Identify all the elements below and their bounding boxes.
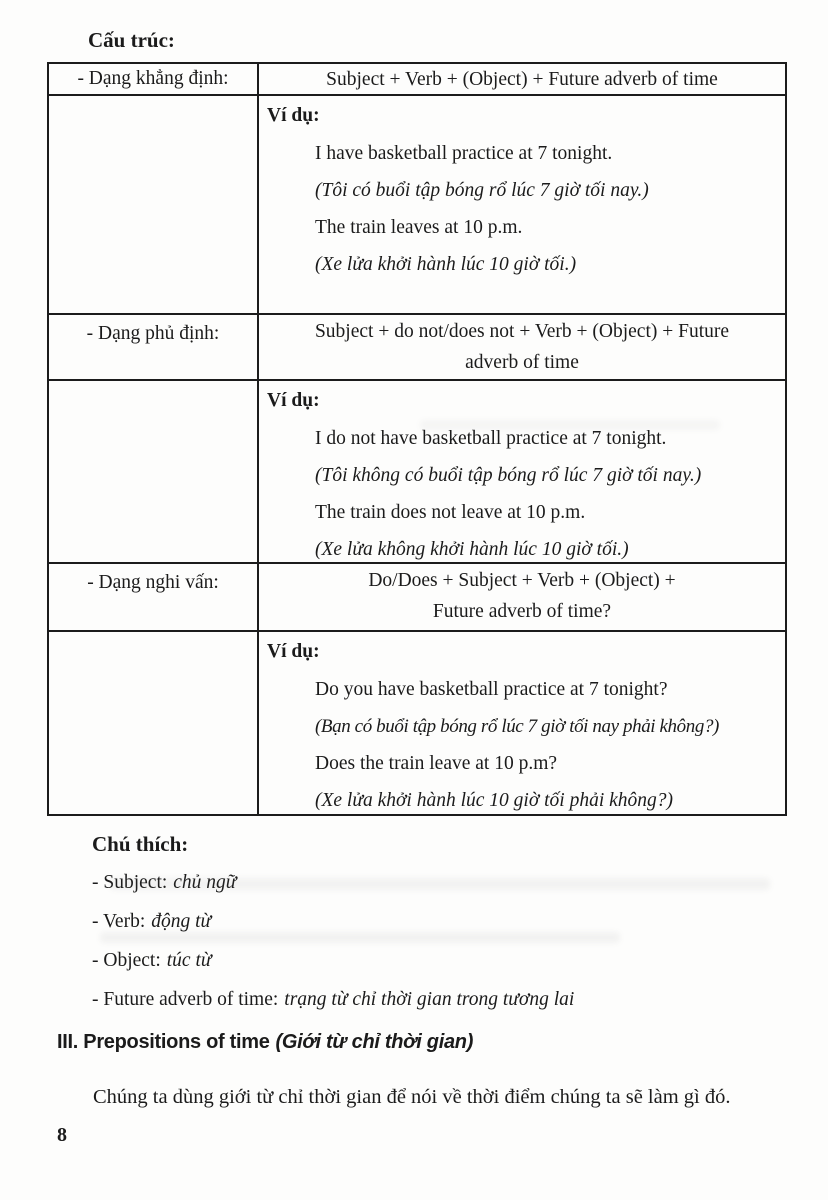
note-definition: trạng từ chỉ thời gian trong tương lai	[284, 989, 575, 1010]
label-negative: - Dạng phủ định:	[49, 313, 257, 379]
note-item	[92, 871, 828, 895]
example-cell-interrogative	[257, 630, 785, 814]
label-affirmative: - Dạng khẳng định:	[77, 68, 229, 89]
section-title-vietnamese: (Giới từ chỉ thời gian)	[275, 1031, 474, 1053]
sentence-structure-table	[47, 62, 787, 816]
example-english: Do you have basketball practice at 7 tonight?	[315, 679, 668, 700]
example-english: Does the train leave at 10 p.m?	[315, 753, 558, 774]
page-title: Cấu trúc:	[88, 28, 175, 52]
empty-cell	[49, 94, 257, 313]
note-definition: túc từ	[166, 950, 212, 971]
example-english: I have basketball practice at 7 tonight.	[315, 143, 613, 164]
section-title-english: III. Prepositions of time	[57, 1031, 270, 1053]
formula-negative	[257, 313, 785, 379]
example-heading: Ví dụ:	[267, 641, 320, 662]
note-term: - Subject:	[92, 872, 168, 893]
note-term: - Future adverb of time:	[92, 989, 279, 1010]
formula-line: adverb of time	[465, 352, 579, 373]
example-vietnamese: (Xe lửa không khởi hành lúc 10 giờ tối.)	[315, 539, 629, 560]
example-cell-negative	[257, 379, 785, 562]
note-definition: chủ ngữ	[173, 872, 237, 893]
section-heading	[57, 1029, 828, 1055]
note-item	[92, 949, 828, 973]
example-cell-affirmative	[257, 94, 785, 313]
empty-cell	[49, 379, 257, 562]
note-term: - Object:	[92, 950, 161, 971]
example-english: The train leaves at 10 p.m.	[315, 217, 523, 238]
example-heading: Ví dụ:	[267, 390, 320, 411]
note-definition: động từ	[151, 911, 212, 932]
example-vietnamese: (Xe lửa khởi hành lúc 10 giờ tối.)	[315, 254, 577, 275]
formula-affirmative	[257, 64, 785, 94]
example-vietnamese: (Tôi có buổi tập bóng rổ lúc 7 giờ tối nay.)	[315, 180, 649, 201]
notes-heading: Chú thích:	[92, 832, 189, 856]
note-item	[92, 910, 828, 934]
example-vietnamese: (Xe lửa khởi hành lúc 10 giờ tối phải không?)	[315, 790, 674, 811]
formula-interrogative	[257, 562, 785, 630]
example-english: I do not have basketball practice at 7 tonight.	[315, 428, 667, 449]
note-term: - Verb:	[92, 911, 146, 932]
note-item	[92, 988, 828, 1012]
formula-line: Do/Does + Subject + Verb + (Object) +	[368, 570, 676, 591]
example-vietnamese: (Bạn có buổi tập bóng rổ lúc 7 giờ tối nay phải không?)	[315, 716, 719, 737]
empty-cell	[49, 630, 257, 814]
label-interrogative: - Dạng nghi vấn:	[49, 562, 257, 630]
formula-line: Future adverb of time?	[432, 601, 612, 622]
example-heading: Ví dụ:	[267, 105, 320, 126]
example-english: The train does not leave at 10 p.m.	[315, 502, 586, 523]
page-number: 8	[57, 1124, 67, 1146]
formula-line: Subject + do not/does not + Verb + (Object) + Future	[314, 321, 730, 342]
formula-line: Subject + Verb + (Object) + Future adverb of time	[326, 68, 718, 90]
example-vietnamese: (Tôi không có buổi tập bóng rổ lúc 7 giờ tối nay.)	[315, 465, 702, 486]
section-paragraph: Chúng ta dùng giới từ chỉ thời gian để nói về thời điểm chúng ta sẽ làm gì đó.	[93, 1086, 731, 1108]
